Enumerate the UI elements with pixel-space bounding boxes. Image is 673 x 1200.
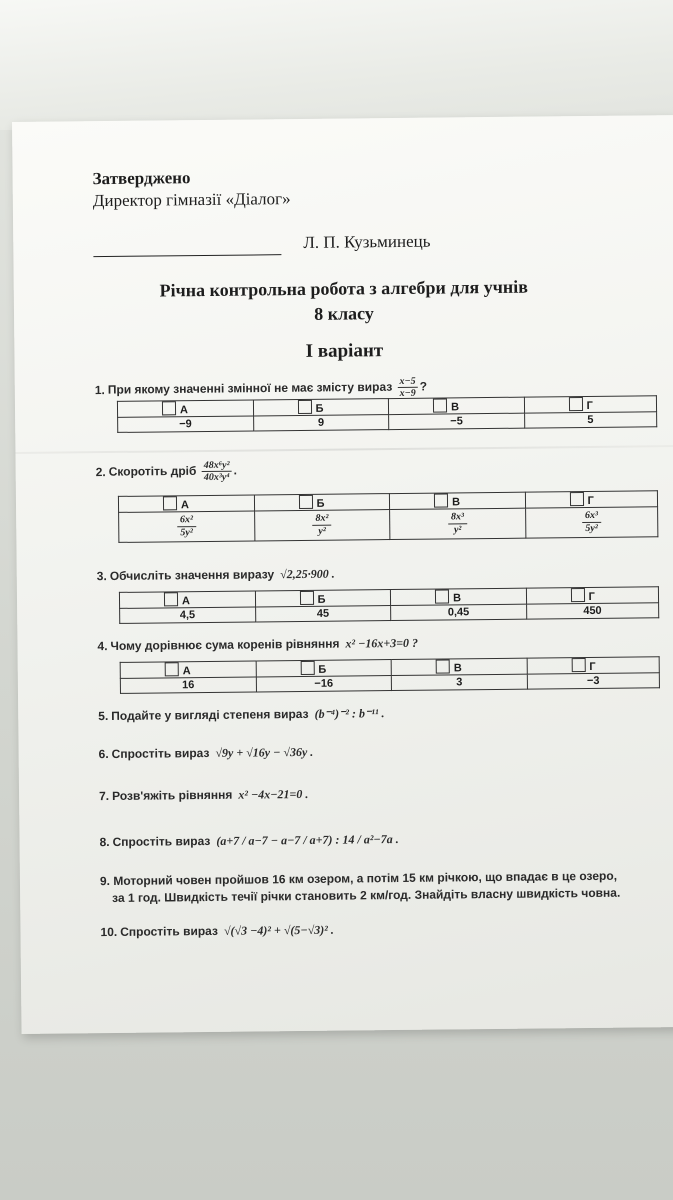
- q2-option-v[interactable]: В: [389, 492, 525, 509]
- question-7: 7. Розв'яжіть рівняння x² −4x−21=0 .: [98, 786, 309, 804]
- signer-name: Л. П. Кузьминець: [303, 231, 431, 252]
- q1-answer-g: 5: [524, 412, 657, 428]
- q3-expression: √2,25·900 .: [280, 566, 335, 582]
- question-10: 10. Спростіть вираз √(√3 −4)² + √(5−√3)² .: [100, 922, 334, 940]
- question-4: 4. Чому дорівнює сума коренів рівняння x² −16x+3=0 ?: [97, 635, 419, 654]
- q2-fraction: $\frac{\text{48x⁶y²}}{\text{40x³y⁴}}$: [203, 459, 230, 484]
- q2-option-a[interactable]: А: [118, 495, 254, 512]
- checkbox-icon[interactable]: [571, 658, 585, 672]
- q2-answer-g: $\frac{\text{6x³}}{\text{5y²}}$: [525, 507, 658, 538]
- q1-option-v[interactable]: В: [388, 397, 524, 414]
- checkbox-icon[interactable]: [300, 661, 314, 675]
- q2-answer-b: $\frac{\text{8x²}}{\text{y²}}$: [254, 510, 390, 541]
- checkbox-icon[interactable]: [299, 495, 313, 509]
- checkbox-icon[interactable]: [300, 591, 314, 605]
- q1-fraction: $\frac{x-5}{x-9}$: [399, 375, 416, 399]
- test-grade: 8 класу: [314, 303, 374, 324]
- checkbox-icon[interactable]: [570, 492, 584, 506]
- question-1: 1. При якому значенні змінної не має змісту вираз $\frac{x-5}{x-9}$ ?: [94, 375, 428, 399]
- q7-expression: x² −4x−21=0 .: [238, 786, 309, 802]
- q1-option-b[interactable]: Б: [253, 399, 389, 416]
- q10-expression: √(√3 −4)² + √(5−√3)² .: [223, 922, 334, 938]
- q1-answer-b: 9: [253, 415, 389, 431]
- checkbox-icon[interactable]: [165, 662, 179, 676]
- q2-options-table: [118, 490, 658, 543]
- checkbox-icon[interactable]: [162, 401, 176, 415]
- q3-option-a[interactable]: А: [119, 591, 255, 608]
- director-label: Директор гімназії «Діалог»: [92, 189, 291, 211]
- q2-answer-v: $\frac{\text{8x³}}{\text{y²}}$: [390, 508, 526, 539]
- window-light: [0, 0, 673, 130]
- q4-expression: x² −16x+3=0 ?: [345, 635, 419, 651]
- approved-label: Затверджено: [92, 168, 191, 189]
- q4-option-a[interactable]: А: [120, 661, 256, 678]
- signature-line: [93, 254, 281, 257]
- q3-options-table: [119, 586, 659, 624]
- variant-heading: І варіант: [305, 340, 384, 362]
- q4-answer-a: 16: [120, 677, 256, 693]
- question-5: 5. Подайте у вигляді степеня вираз (b⁻⁴)⁻² : b⁻¹¹ .: [98, 706, 385, 724]
- q4-option-v[interactable]: В: [391, 658, 527, 675]
- q4-options-table: [120, 656, 660, 694]
- q1-options-table: [117, 395, 657, 433]
- checkbox-icon[interactable]: [571, 588, 585, 602]
- question-3: 3. Обчисліть значення виразу √2,25·900 .: [96, 566, 335, 584]
- q3-answer-b: 45: [255, 606, 391, 622]
- q4-answer-v: 3: [391, 674, 527, 690]
- q4-answer-g: −3: [527, 673, 660, 689]
- checkbox-icon[interactable]: [163, 496, 177, 510]
- checkbox-icon[interactable]: [164, 592, 178, 606]
- q3-option-g[interactable]: Г: [526, 587, 659, 604]
- q6-expression: √9y + √16y − √36y .: [215, 744, 314, 760]
- checkbox-icon[interactable]: [435, 589, 449, 603]
- question-2: 2. Скоротіть дріб $\frac{\text{48x⁶y²}}{\text{40x³y⁴}}$ .: [95, 459, 238, 484]
- checkbox-icon[interactable]: [433, 398, 447, 412]
- checkbox-icon[interactable]: [298, 400, 312, 414]
- q5-expression: (b⁻⁴)⁻² : b⁻¹¹ .: [314, 706, 385, 721]
- q3-answer-a: 4,5: [120, 607, 256, 623]
- question-6: 6. Спростіть вираз √9y + √16y − √36y .: [98, 744, 314, 762]
- q1-answer-v: −5: [389, 413, 525, 429]
- q3-option-b[interactable]: Б: [255, 590, 391, 607]
- q8-expression: (a+7 / a−7 − a−7 / a+7) : 14 / a²−7a .: [216, 831, 399, 848]
- q3-answer-g: 450: [526, 603, 659, 619]
- q1-option-g[interactable]: Г: [524, 396, 657, 413]
- checkbox-icon[interactable]: [569, 397, 583, 411]
- q3-answer-v: 0,45: [391, 604, 527, 620]
- q1-option-a[interactable]: А: [117, 400, 253, 417]
- q2-option-b[interactable]: Б: [254, 494, 390, 511]
- q4-option-b[interactable]: Б: [256, 660, 392, 677]
- checkbox-icon[interactable]: [436, 659, 450, 673]
- paper-fold: [15, 445, 673, 454]
- q3-option-v[interactable]: В: [390, 588, 526, 605]
- test-sheet: [12, 115, 673, 1034]
- q2-option-g[interactable]: Г: [525, 491, 658, 508]
- q4-answer-b: −16: [256, 676, 392, 692]
- q1-answer-a: −9: [118, 416, 254, 432]
- question-9: 9. Моторний човен пройшов 16 км озером, а потім 15 км річкою, що впадає в це озеро, за 1 год. Швидкість течії річки становить 2 км/год. Знайдіть власну швидкість човна.: [99, 868, 621, 905]
- question-8: 8. Спростіть вираз (a+7 / a−7 − a−7 / a+7) : 14 / a²−7a .: [99, 831, 399, 850]
- test-title: Річна контрольна робота з алгебри для учнів: [159, 276, 529, 301]
- q4-option-g[interactable]: Г: [527, 657, 660, 674]
- checkbox-icon[interactable]: [434, 493, 448, 507]
- q2-answer-a: $\frac{\text{6x²}}{\text{5y²}}$: [119, 511, 255, 542]
